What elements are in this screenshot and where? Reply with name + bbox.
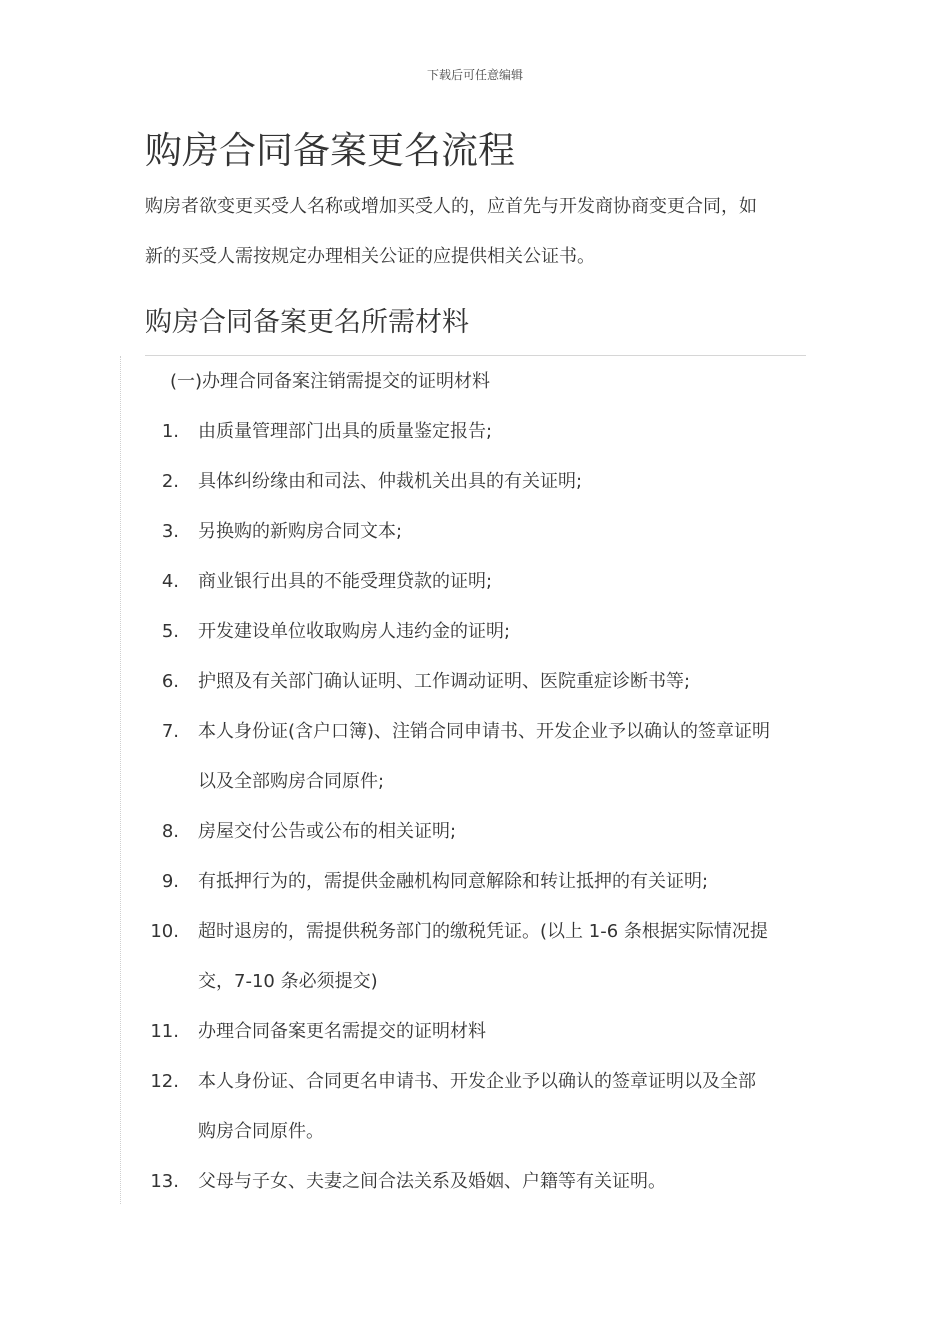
list-item-number: 10. (150, 921, 179, 942)
intro-paragraph (145, 182, 815, 282)
list-item (145, 907, 820, 1007)
list-item (145, 557, 820, 607)
list-item-text: 购房合同原件。 (198, 1121, 324, 1142)
list-item-text: 商业银行出具的不能受理贷款的证明; (198, 571, 493, 592)
list-item-number: 13. (150, 1171, 179, 1192)
list-item-number: 6. (161, 671, 179, 692)
list-item-text: 办理合同备案更名需提交的证明材料 (198, 1021, 486, 1042)
subsection-heading: (一)办理合同备案注销需提交的证明材料 (170, 371, 491, 392)
page-title: 购房合同备案更名流程 (145, 129, 515, 172)
list-item-number: 8. (161, 821, 179, 842)
materials-list (145, 407, 820, 1207)
list-item-number: 9. (161, 871, 179, 892)
list-item-number: 4. (161, 571, 179, 592)
section-heading: 购房合同备案更名所需材料 (145, 307, 469, 338)
list-item-text: 另换购的新购房合同文本; (198, 521, 403, 542)
list-item-number: 7. (161, 721, 179, 742)
list-item-number: 12. (150, 1071, 179, 1092)
list-item-text: 以及全部购房合同原件; (198, 771, 385, 792)
list-item-text: 超时退房的，需提供税务部门的缴税凭证。(以上 1-6 条根据实际情况提 (198, 921, 768, 942)
list-item-text: 本人身份证(含户口簿)、注销合同申请书、开发企业予以确认的签章证明 (198, 721, 771, 742)
list-item (145, 1007, 820, 1057)
list-item-text: 本人身份证、合同更名申请书、开发企业予以确认的签章证明以及全部 (198, 1071, 756, 1092)
list-item-number: 1. (161, 421, 179, 442)
intro-line: 新的买受人需按规定办理相关公证的应提供相关公证书。 (145, 246, 595, 267)
list-item (145, 457, 820, 507)
list-item (145, 1157, 820, 1207)
list-item (145, 1057, 820, 1157)
list-item-text: 父母与子女、夫妻之间合法关系及婚姻、户籍等有关证明。 (198, 1171, 666, 1192)
list-item-text: 具体纠纷缘由和司法、仲裁机关出具的有关证明; (198, 471, 583, 492)
list-item-text: 有抵押行为的，需提供金融机构同意解除和转让抵押的有关证明; (198, 871, 709, 892)
list-item (145, 707, 820, 807)
list-item-text: 护照及有关部门确认证明、工作调动证明、医院重症诊断书等; (198, 671, 691, 692)
list-item-text: 房屋交付公告或公布的相关证明; (198, 821, 457, 842)
blockquote-bar (120, 356, 121, 1204)
list-item (145, 857, 820, 907)
list-item-text: 交，7-10 条必须提交) (198, 971, 378, 992)
list-item (145, 507, 820, 557)
list-item-number: 2. (161, 471, 179, 492)
header-note: 下载后可任意编辑 (426, 68, 523, 82)
list-item (145, 607, 820, 657)
list-item (145, 807, 820, 857)
list-item-text: 由质量管理部门出具的质量鉴定报告; (198, 421, 493, 442)
list-item-number: 11. (150, 1021, 179, 1042)
list-item (145, 657, 820, 707)
list-item-number: 3. (161, 521, 179, 542)
list-item (145, 407, 820, 457)
section-divider (145, 355, 806, 356)
list-item-number: 5. (161, 621, 179, 642)
intro-line: 购房者欲变更买受人名称或增加买受人的，应首先与开发商协商变更合同，如 (145, 196, 757, 217)
list-item-text: 开发建设单位收取购房人违约金的证明; (198, 621, 511, 642)
